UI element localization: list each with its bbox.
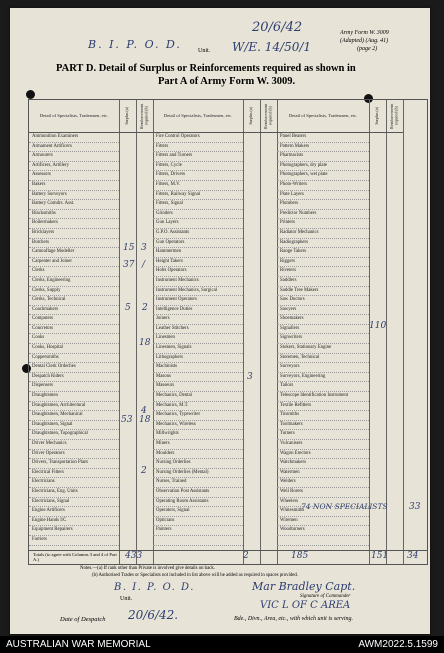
- table-row-label: Radiator Mechanics: [277, 229, 369, 239]
- table-row-label: Dental Clerk Orderlies: [29, 363, 119, 373]
- bde-label: Bde., Divn., Area, etc., with which unit is serving.: [234, 616, 353, 622]
- table-row-label: [153, 536, 243, 546]
- table-row-label: Observation Post Assistants: [153, 488, 243, 498]
- table-row-label: Pattern Makers: [277, 143, 369, 153]
- table-row-label: Painters: [153, 526, 243, 536]
- table-row-label: Tinsmiths: [277, 411, 369, 421]
- table-row-label: Battery Surveyors: [29, 191, 119, 201]
- page-title: PART D. Detail of Surplus or Reinforcements required as shown in: [56, 63, 356, 74]
- table-row-label: Clerks, Technical: [29, 296, 119, 306]
- note-a: Notes.—(a) If rank other than Private is involved give details on back.: [80, 566, 215, 571]
- table-row-label: Farriers: [29, 536, 119, 546]
- table-row-label: Height Takers: [153, 258, 243, 268]
- table-row-label: [277, 536, 369, 546]
- hand-entry: 110: [369, 321, 387, 331]
- table-row-label: Concretors: [29, 325, 119, 335]
- table-row-label: Saddlers: [277, 277, 369, 287]
- form-ref-adapted: (Adapted) (Aug. 41): [340, 38, 389, 44]
- table-row-label: G.P.O. Assistants: [153, 229, 243, 239]
- table-row-label: Gun Layers: [153, 219, 243, 229]
- table-row-label: Mechanics, M.T.: [153, 402, 243, 412]
- caption-bar: [0, 636, 444, 653]
- totals-label: Totals (to agree with Columns 3 and 4 of Part A.): [33, 552, 117, 562]
- table-row-label: Butchers: [29, 239, 119, 249]
- table-row-label: Surveyors: [277, 363, 369, 373]
- table-row-label: Camouflage Modeller: [29, 248, 119, 258]
- table-row-label: Telescope Identification Instrument: [277, 392, 369, 402]
- footer-unit-label: Unit.: [120, 596, 133, 602]
- signature-handwritten: Mar Bradley Capt.: [252, 580, 356, 593]
- table-row-label: Wiremen: [277, 517, 369, 527]
- date-handwritten: 20/6/42: [252, 20, 303, 35]
- table-row-label: Boilermakers: [29, 219, 119, 229]
- table-row-label: Predictor Numbers: [277, 210, 369, 220]
- footer-unit-handwritten: B. I. P. O. D.: [114, 582, 195, 593]
- table-row-label: Turners: [277, 430, 369, 440]
- total-value: 151: [371, 551, 389, 561]
- table-row-label: Signallers: [277, 325, 369, 335]
- hand-entry: 15: [123, 243, 135, 253]
- table-row-label: Electrical Fitters: [29, 469, 119, 479]
- table-row-label: Linesmen: [153, 334, 243, 344]
- table-row-label: Panel Beaters: [277, 133, 369, 143]
- table-row-label: Well Borers: [277, 488, 369, 498]
- surplus-header: Surplus (a): [248, 107, 254, 125]
- table-row-label: Despatch Riders: [29, 373, 119, 383]
- hand-entry: 2: [141, 466, 147, 476]
- table-row-label: Photo-Writers: [277, 181, 369, 191]
- table-row-label: Fire Control Operators: [153, 133, 243, 143]
- table-row-label: Cooks, Hospital: [29, 344, 119, 354]
- hand-entry: 53: [121, 415, 133, 425]
- table-row-label: Watchmakers: [277, 459, 369, 469]
- table-row-label: Radiographers: [277, 239, 369, 249]
- table-row-label: Machinists: [153, 363, 243, 373]
- table-row-label: Carpenter and Joiner: [29, 258, 119, 268]
- table-col-1: [29, 100, 119, 564]
- hand-entry: 33: [409, 502, 421, 512]
- form-ref: Army Form W. 3009: [340, 30, 389, 36]
- table-row-label: Holts Operators: [153, 267, 243, 277]
- hand-entry: 37: [123, 260, 135, 270]
- table-row-label: Fitters: [153, 143, 243, 153]
- surplus-header: Surplus (a): [374, 107, 380, 125]
- table-row-label: Riveters: [277, 267, 369, 277]
- table-row-label: Moulders: [153, 450, 243, 460]
- hand-entry: 18: [139, 338, 151, 348]
- signature-caption: Signature of Commander: [300, 594, 351, 599]
- table-row-label: Driver Operators: [29, 450, 119, 460]
- table-row-label: Grinders: [153, 210, 243, 220]
- hand-entry: 3: [141, 243, 147, 253]
- unit-handwritten: B. I. P. O. D.: [88, 38, 182, 51]
- form-handwritten: W/E. 14/50/1: [232, 40, 312, 54]
- table-row-label: Nursing Orderlies (Mental): [153, 469, 243, 479]
- caption-right: AWM2022.5.1599: [358, 639, 438, 650]
- table-row-label: Instrument Mechanics: [153, 277, 243, 287]
- table-row-label: Bricklayers: [29, 229, 119, 239]
- table-row-label: Electricians, Eng. Units: [29, 488, 119, 498]
- punch-hole: [26, 90, 35, 99]
- table-row-label: Draughtsmen, Topographical: [29, 430, 119, 440]
- table-row-label: Wheelers: [277, 498, 369, 508]
- totals-row: [29, 550, 427, 565]
- table-row-label: Armament Artificers: [29, 143, 119, 153]
- total-value: 34: [407, 551, 419, 561]
- table-row-label: Lithographers: [153, 354, 243, 364]
- table-row-label: Draughtsmen: [29, 392, 119, 402]
- area-handwritten: VIC L OF C AREA: [260, 600, 351, 611]
- table-row-label: Battery Comdrs. Asst.: [29, 200, 119, 210]
- note-b: (b) Authorised Trades or Specialists not included in list above will be added as required in spaces provided.: [92, 573, 298, 578]
- hand-entry: 18: [139, 415, 151, 425]
- specialists-table: [28, 99, 428, 565]
- table-row-label: Electricians: [29, 478, 119, 488]
- table-row-label: Draughtsmen, Mechanical: [29, 411, 119, 421]
- table-row-label: Mechanics, Typewriter: [153, 411, 243, 421]
- table-row-label: Textile Refitters: [277, 402, 369, 412]
- table-row-label: Coppersmiths: [29, 354, 119, 364]
- table-row-label: Blacksmiths: [29, 210, 119, 220]
- table-row-label: Driver Mechanics: [29, 440, 119, 450]
- hand-entry: 3: [247, 372, 253, 382]
- table-row-label: Fitters, M.V.: [153, 181, 243, 191]
- reinf-header: Reinforcements required (b): [263, 103, 273, 129]
- table-row-label: Fitters, Railway Signal: [153, 191, 243, 201]
- table-col-3: [277, 100, 369, 564]
- table-row-label: Welders: [277, 478, 369, 488]
- table-row-label: Shoemakers: [277, 315, 369, 325]
- table-row-label: Mechanics, Wireless: [153, 421, 243, 431]
- table-row-label: Vulcanisers: [277, 440, 369, 450]
- table-row-label: Stokers, Stationary Engine: [277, 344, 369, 354]
- table-row-label: Computers: [29, 315, 119, 325]
- table-row-label: Sawyers: [277, 306, 369, 316]
- table-row-label: Drivers, Transportation Plant: [29, 459, 119, 469]
- table-row-label: Clerks, Engineering: [29, 277, 119, 287]
- table-row-label: Fitters, Cycle: [153, 162, 243, 172]
- col-header: Detail of Specialists, Tradesmen, etc.: [29, 100, 119, 133]
- table-row-label: Joiners: [153, 315, 243, 325]
- total-value: 2: [243, 551, 249, 561]
- table-row-label: Operators, Signal: [153, 507, 243, 517]
- table-row-label: Draughtsmen, Architectural: [29, 402, 119, 412]
- table-row-label: Leather Stitchers: [153, 325, 243, 335]
- table-row-label: Signwriters: [277, 334, 369, 344]
- table-row-label: Coachmakers: [29, 306, 119, 316]
- table-row-label: Ammunition Examiners: [29, 133, 119, 143]
- hand-entry: 74 NON SPECIALISTS: [301, 502, 388, 511]
- table-row-label: Gun Operators: [153, 239, 243, 249]
- reinf-header: Reinforcements required (b): [139, 103, 149, 129]
- caption-left: AUSTRALIAN WAR MEMORIAL: [6, 639, 151, 650]
- date-despatch-label: Date of Despatch: [60, 616, 106, 623]
- table-row-label: Dispensers: [29, 382, 119, 392]
- hand-entry: 4: [141, 406, 147, 416]
- table-row-label: Fitters and Turners: [153, 152, 243, 162]
- table-row-label: Printers: [277, 219, 369, 229]
- total-value: 433: [125, 551, 143, 561]
- table-row-label: Woodturners: [277, 526, 369, 536]
- table-row-label: Equipment Repairers: [29, 526, 119, 536]
- hand-entry: 2: [142, 303, 148, 313]
- table-row-label: Hammermen: [153, 248, 243, 258]
- table-row-label: Plumbers: [277, 200, 369, 210]
- table-row-label: Tailors: [277, 382, 369, 392]
- col-header: Detail of Specialists, Tradesmen, etc.: [153, 100, 243, 133]
- table-row-label: Pharmacists: [277, 152, 369, 162]
- hand-entry: 5: [125, 303, 131, 313]
- table-row-label: Nursing Orderlies: [153, 459, 243, 469]
- form-sheet: [10, 8, 430, 634]
- form-ref-page: (page 2): [357, 46, 378, 52]
- table-row-label: Armourers: [29, 152, 119, 162]
- table-row-label: Clerks: [29, 267, 119, 277]
- table-row-label: Storemen, Technical: [277, 354, 369, 364]
- table-row-label: Nurses, Trained: [153, 478, 243, 488]
- table-row-label: Instrument Operators: [153, 296, 243, 306]
- table-row-label: Saw Doctors: [277, 296, 369, 306]
- table-row-label: Engine Artificers: [29, 507, 119, 517]
- table-row-label: Opticians: [153, 517, 243, 527]
- surplus-header: Surplus (a): [124, 107, 130, 125]
- page-title-2: Part A of Army Form W. 3009.: [158, 76, 296, 87]
- total-value: 185: [291, 551, 309, 561]
- date-despatch-handwritten: 20/6/42.: [128, 608, 179, 622]
- table-row-label: Draughtsmen, Signal: [29, 421, 119, 431]
- table-row-label: Operating Room Assistants: [153, 498, 243, 508]
- table-row-label: Saddle Tree Makers: [277, 287, 369, 297]
- table-row-label: Photographers, dry plate: [277, 162, 369, 172]
- reinf-header: Reinforcements required (b): [389, 103, 399, 129]
- table-row-label: Intelligence Duties: [153, 306, 243, 316]
- table-row-label: Millwrights: [153, 430, 243, 440]
- table-row-label: Masons: [153, 373, 243, 383]
- col-header: Detail of Specialists, Tradesmen, etc.: [277, 100, 369, 133]
- table-row-label: Instrument Mechanics, Surgical: [153, 287, 243, 297]
- table-row-label: Fitters, Signal: [153, 200, 243, 210]
- table-col-2: [153, 100, 243, 564]
- table-row-label: Bakers: [29, 181, 119, 191]
- table-row-label: Wagon Erectors: [277, 450, 369, 460]
- hand-entry: /: [142, 260, 146, 270]
- unit-label: Unit.: [198, 48, 211, 54]
- table-row-label: Range Takers: [277, 248, 369, 258]
- table-row-label: Artificers, Artillery: [29, 162, 119, 172]
- table-row-label: Clerks, Supply: [29, 287, 119, 297]
- table-row-label: Linesmen, Signals: [153, 344, 243, 354]
- table-row-label: Mechanics, Dental: [153, 392, 243, 402]
- table-row-label: Riggers: [277, 258, 369, 268]
- table-row-label: Assessors: [29, 171, 119, 181]
- table-row-label: Toolmakers: [277, 421, 369, 431]
- table-row-label: Engine Hands I/C: [29, 517, 119, 527]
- table-row-label: Plate Layers: [277, 191, 369, 201]
- table-row-label: Watermen: [277, 469, 369, 479]
- table-row-label: Photographers, wet plate: [277, 171, 369, 181]
- table-row-label: Whitesmiths: [277, 507, 369, 517]
- table-row-label: Cooks: [29, 334, 119, 344]
- table-row-label: Surveyors, Engineering: [277, 373, 369, 383]
- table-row-label: Electricians, Signal: [29, 498, 119, 508]
- table-row-label: Miners: [153, 440, 243, 450]
- table-row-label: Masseurs: [153, 382, 243, 392]
- table-row-label: Fitters, Drivers: [153, 171, 243, 181]
